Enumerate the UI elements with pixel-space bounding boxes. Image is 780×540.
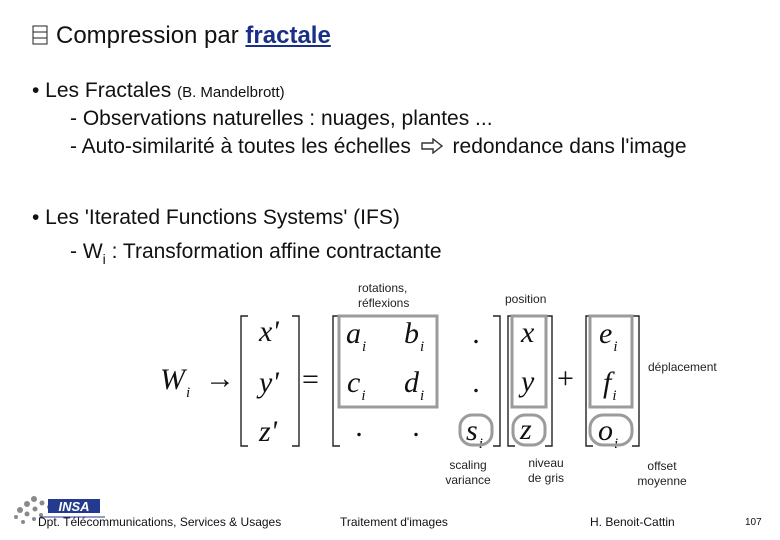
ifs-line-suffix: : Transformation affine contractante <box>105 240 442 263</box>
matrix-d: di <box>404 366 425 404</box>
annotation-deplacement: déplacement <box>648 360 717 374</box>
matrix-a: ai <box>346 317 367 355</box>
annotation-offset-line1: offset <box>647 459 677 473</box>
bracket-xyz-right <box>545 316 552 446</box>
equation-arrow: → <box>205 362 235 395</box>
bracket-matrix-left <box>333 316 340 446</box>
vec-primed-z: z' <box>259 415 278 448</box>
bracket-matrix-right <box>493 316 500 446</box>
ifs-line-prefix: - W <box>70 240 103 263</box>
annotation-offset <box>628 459 696 489</box>
equation-lhs <box>160 363 191 401</box>
slide-title <box>32 22 331 50</box>
footer-author: H. Benoit-Cattin <box>590 515 675 529</box>
bullet-fractals <box>32 79 285 103</box>
vec-z: z <box>520 413 532 446</box>
offset-e: ei <box>599 317 618 355</box>
box-offset <box>590 415 632 445</box>
fractals-line-2-tail: redondance dans l'image <box>452 135 687 158</box>
annotation-niveau-line2: de gris <box>527 471 565 485</box>
vec-x: x <box>521 316 535 349</box>
matrix-c: ci <box>347 366 366 404</box>
matrix-dot-r3c1: . <box>356 410 364 443</box>
box-rotation-block <box>339 316 437 407</box>
box-niveau <box>513 415 545 445</box>
ifs-line <box>70 240 442 267</box>
annotation-position: position <box>505 292 547 306</box>
equation-plus: + <box>557 362 574 395</box>
fractals-line-2-text: - Auto-similarité à toutes les échelles <box>70 135 411 158</box>
annotation-rotations-line1: rotations, <box>358 281 408 295</box>
footer-course: Traitement d'images <box>340 515 448 529</box>
annotation-scaling-line2: variance <box>445 473 491 487</box>
lhs-var: W <box>160 363 185 396</box>
offset-f: fi <box>603 366 617 404</box>
bullet-fractals-head: • Les Fractales <box>32 79 172 102</box>
annotation-offset-line2: moyenne <box>637 474 687 488</box>
ifs-line-sub: i <box>102 251 106 267</box>
fractals-line-2 <box>70 135 687 159</box>
offset-o: oi <box>598 414 619 452</box>
bullet-ifs-head: • Les 'Iterated Functions Systems' (IFS) <box>32 206 400 229</box>
vec-primed-y: y' <box>259 366 279 399</box>
matrix-dot-r3c2: . <box>413 410 421 443</box>
fractals-line-1: - Observations naturelles : nuages, plantes ... <box>70 107 493 130</box>
equation-equals: = <box>302 363 319 396</box>
footer-page-number: 107 <box>745 517 762 528</box>
bracket-xyz-left <box>508 316 515 446</box>
matrix-s: si <box>466 414 483 452</box>
annotation-scaling <box>440 458 496 488</box>
insa-logo-text: INSA <box>58 499 90 514</box>
annotation-niveau-line1: niveau <box>528 456 564 470</box>
lhs-sub: i <box>186 385 191 401</box>
annotation-rotations-line2: réflexions <box>358 296 410 310</box>
title-prefix: Compression par <box>56 22 246 49</box>
annotation-scaling-line1: scaling <box>449 458 487 472</box>
box-position <box>512 316 546 407</box>
bracket-offset-left <box>586 316 593 446</box>
footer-department: Dpt. Télécommunications, Services & Usages <box>38 515 282 529</box>
annotation-rotations <box>358 281 409 311</box>
vec-primed-x: x' <box>259 315 279 348</box>
outline-right-arrow-icon <box>421 138 443 154</box>
bracket-primed-right <box>292 316 299 446</box>
box-deplacement <box>590 316 632 407</box>
matrix-dot-r2: . <box>473 366 481 399</box>
bracket-primed-left <box>241 316 248 446</box>
title-highlight: fractale <box>245 22 331 49</box>
bullet-fractals-note: (B. Mandelbrott) <box>177 84 285 101</box>
matrix-dot-r1: . <box>473 317 481 350</box>
box-scaling <box>460 415 492 445</box>
bracket-offset-right <box>632 316 639 446</box>
stacked-lines-icon <box>32 25 48 45</box>
annotation-niveau <box>521 456 571 486</box>
vec-y: y <box>521 365 535 398</box>
matrix-b: bi <box>404 317 425 355</box>
